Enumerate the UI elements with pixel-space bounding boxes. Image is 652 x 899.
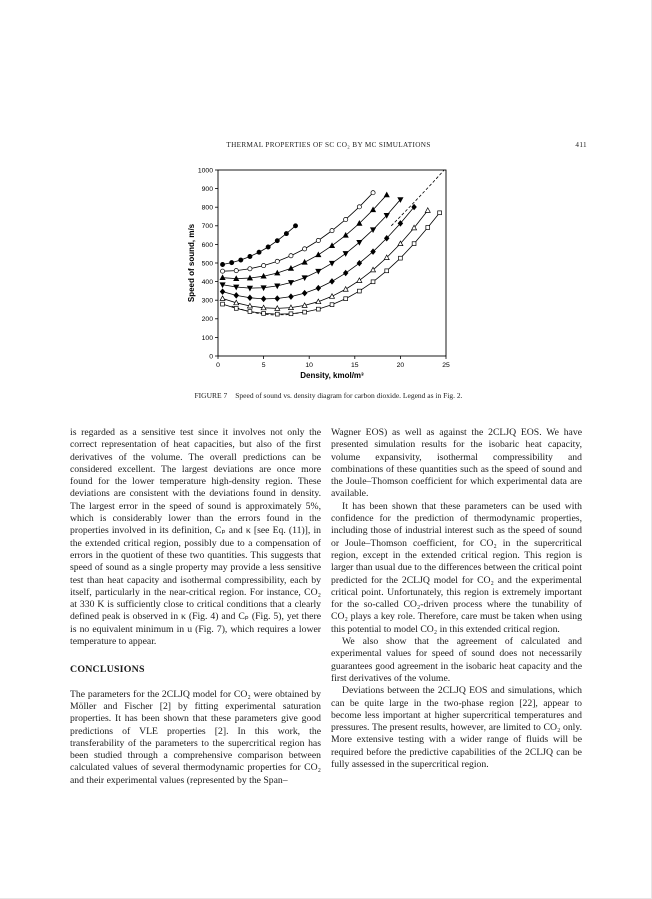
- y-tick-label: 600: [201, 241, 213, 249]
- y-tick-label: 700: [201, 223, 213, 231]
- figure-label: FIGURE 7: [194, 391, 228, 400]
- page-number: 411: [575, 141, 587, 149]
- paragraph: is regarded as a sensitive test since it involves not only the correct representation of heat capacities, but also of the first derivatives of the volume. The overall predictions can be considered excellent. The largest deviations are once more found for the lower temperature high-density region. These deviations are consistent with the deviations found in density. The largest error in the speed of sound is approximately 5%, which is considerably lower than the errors found in the properties involved in its definition, Cₚ and κ [see Eq. (11)], in the extended critical region, possibly due to a compensation of errors in the quotient of these two quantities. This suggests that speed of sound as a single property may provide a less sensitive test than heat capacity and isothermal compressibility, each by itself, particularly in the near-critical region. For instance, CO₂ at 330 K is sufficiently close to critical conditions that a clearly defined peak is observed in κ (Fig. 4) and Cₚ (Fig. 5), yet there is no equivalent minimum in u (Fig. 7), which requires a lower temperature to appear.: [70, 427, 321, 648]
- paragraph: It has been shown that these parameters can be used with confidence for the prediction of thermodynamic properties, including those of industrial interest such as the speed of sound or Joule–Thomson coefficient, for CO₂ in the supercritical region, except in the extended critical region. This region is larger than usual due to the differences between the critical point predicted for the 2CLJQ model for CO₂ and the experimental critical point. Unfortunately, this region is extremely important for the so-called CO₂-driven process where the tunability of CO₂ plays a key role. Therefore, care must be taken when using this potential to model CO₂ in this extended critical region.: [331, 500, 582, 635]
- running-head-title: THERMAL PROPERTIES OF SC CO₂ BY MC SIMULATIONS: [226, 141, 431, 149]
- y-tick-label: 100: [201, 334, 213, 342]
- conclusions-heading: CONCLUSIONS: [70, 664, 145, 676]
- left-column: [70, 427, 321, 787]
- x-tick-label: 25: [442, 362, 450, 369]
- y-tick-label: 500: [201, 260, 213, 268]
- figure-7: [183, 162, 459, 399]
- x-tick-label: 5: [261, 362, 266, 369]
- x-tick-label: 15: [351, 362, 359, 369]
- x-tick-label: 10: [305, 362, 313, 369]
- x-axis-label: Density, kmol/m³: [300, 371, 364, 380]
- figure-caption-text: Speed of sound vs. density diagram for carbon dioxide. Legend as in Fig. 2.: [235, 391, 463, 400]
- paragraph: Wagner EOS) as well as against the 2CLJQ EOS. We have presented simulation results for the isobaric heat capacity, volume expansivity, isothermal compressibility and combinations of these quantities such as the speed of sound and the Joule–Thomson coefficient for which experimental data are available.: [331, 427, 582, 500]
- paragraph: We also show that the agreement of calculated and experimental values for speed of sound does not necessarily guarantees good agreement in the isobaric heat capacity and the first derivatives of the volume.: [331, 636, 582, 684]
- running-head: [70, 141, 587, 149]
- y-tick-label: 900: [201, 186, 213, 193]
- figure-caption: [70, 391, 587, 400]
- y-axis-label: Speed of sound, m/s: [187, 223, 196, 303]
- right-column: [331, 427, 582, 771]
- y-tick-label: 400: [201, 279, 213, 286]
- y-tick-label: 300: [201, 297, 213, 305]
- x-tick-label: 20: [396, 362, 405, 369]
- y-tick-label: 200: [201, 316, 213, 324]
- paragraph: The parameters for the 2CLJQ model for CO₂ were obtained by Möller and Fischer [2] by fitting experimental saturation properties. It has been shown that these parameters give good predictions of VLE properties [2]. In this work, the transferability of the parameters to the supercritical region has been studied through a comprehensive comparison between calculated values of several thermodynamic properties for CO₂ and their experimental values (represented by the Span–: [70, 688, 321, 786]
- speed-of-sound-chart: [183, 162, 459, 394]
- paragraph: Deviations between the 2CLJQ EOS and simulations, which can be quite large in the two-phase region [22], appear to become less important at higher supercritical temperatures and pressures. The present results, however, are limited to CO₂ only. More extensive testing with a wider range of fluids will be required before the predictive capabilities of the 2CLJQ can be fully assessed in the supercritical region.: [331, 685, 582, 771]
- y-tick-label: 0: [209, 353, 213, 361]
- y-tick-label: 1000: [197, 167, 213, 175]
- x-tick-label: 0: [216, 362, 220, 369]
- y-tick-label: 800: [201, 204, 213, 212]
